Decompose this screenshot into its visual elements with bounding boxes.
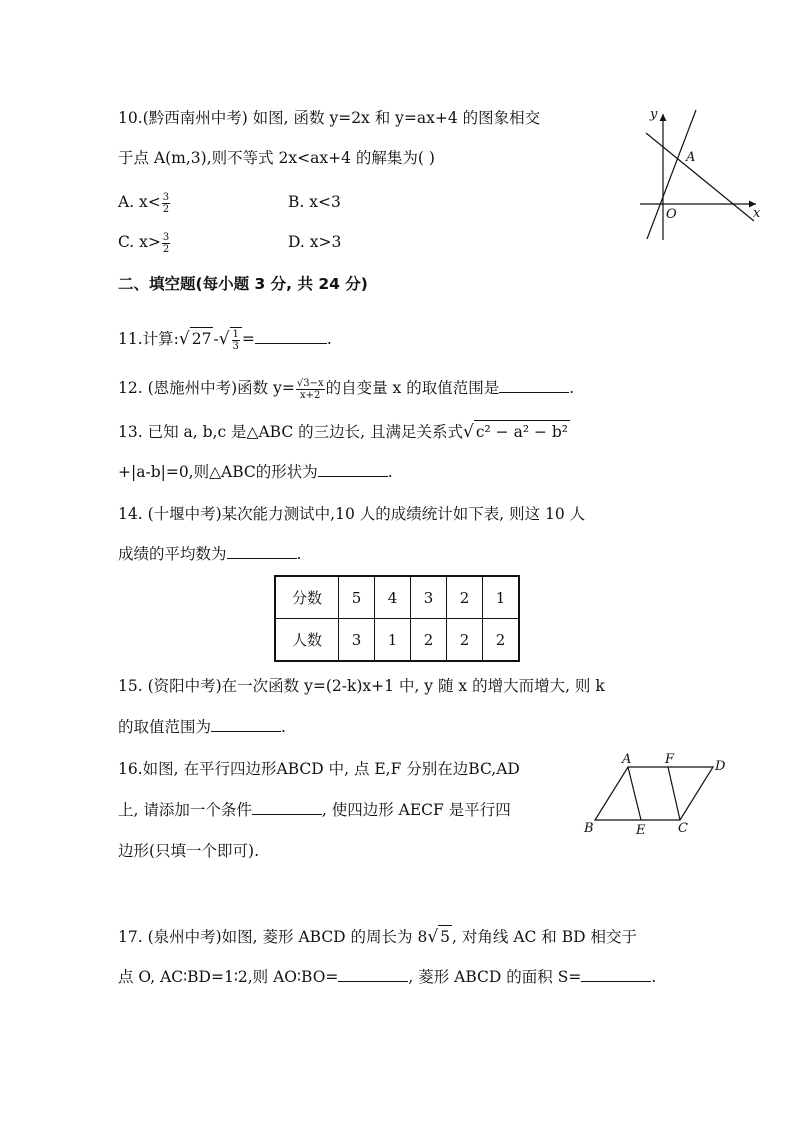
- label-y: y: [650, 107, 658, 122]
- frac-num: 3: [162, 191, 170, 203]
- frac-num: √3−x: [296, 377, 324, 389]
- answer-blank: [318, 462, 388, 477]
- q12-suffix: 的自变量 x 的取值范围是: [325, 379, 500, 397]
- q10-option-b: B. x<3: [288, 193, 341, 211]
- period: .: [569, 379, 575, 397]
- segment-ae: [628, 767, 641, 820]
- parallelogram-abcd: [595, 767, 713, 820]
- frac-num: 1: [232, 328, 239, 340]
- label-c: C: [678, 821, 688, 836]
- label-f: F: [665, 752, 675, 767]
- table-cell: 3: [411, 576, 447, 619]
- table-header-score: 分数: [275, 576, 339, 619]
- sqrt-27: 27: [190, 327, 214, 350]
- table-header-count: 人数: [275, 619, 339, 662]
- radical-sign: √: [463, 422, 474, 442]
- q17-line1: [118, 925, 637, 948]
- q17-line2-mid: , 菱形 ABCD 的面积 S=: [408, 968, 582, 986]
- table-cell: 2: [447, 576, 483, 619]
- table-cell: 3: [339, 619, 375, 662]
- table-cell: 5: [339, 576, 375, 619]
- score-table: [274, 575, 520, 662]
- period: .: [651, 968, 657, 986]
- answer-blank: [252, 800, 322, 815]
- radical-sign: √: [178, 329, 190, 349]
- q10-option-a: [118, 191, 171, 215]
- answer-blank: [211, 717, 281, 732]
- equals: =: [241, 330, 255, 348]
- q14-line2-text: 成绩的平均数为: [118, 545, 227, 563]
- q13-line2: [118, 461, 393, 483]
- table-cell: 4: [375, 576, 411, 619]
- fraction: [162, 232, 170, 255]
- label-a: A: [622, 752, 632, 767]
- answer-blank: [338, 967, 408, 982]
- period: .: [326, 330, 332, 348]
- sqrt-fraction: [230, 327, 242, 352]
- radical-sign: √: [218, 329, 230, 349]
- q14-line2: [118, 543, 301, 565]
- label-o: O: [666, 207, 677, 222]
- q12: [118, 377, 574, 401]
- label-a: A: [686, 150, 696, 165]
- q13-line1: [118, 420, 570, 443]
- q15-line2: [118, 716, 286, 738]
- sqrt-5: 5: [438, 925, 452, 948]
- answer-blank: [227, 544, 297, 559]
- q16-line1: 16.如图, 在平行四边形ABCD 中, 点 E,F 分别在边BC,AD: [118, 760, 520, 778]
- q14-line1: 14. (十堰中考)某次能力测试中,10 人的成绩统计如下表, 则这 10 人: [118, 505, 586, 523]
- q10-line2: 于点 A(m,3),则不等式 2x<ax+4 的解集为( ): [118, 149, 435, 167]
- q16-line2-suffix: , 使四边形 AECF 是平行四: [321, 801, 511, 819]
- q13-line2-text: +|a-b|=0,则△ABC的形状为: [118, 463, 318, 481]
- fraction: [232, 329, 240, 352]
- table-cell: 2: [411, 619, 447, 662]
- minus: -: [213, 330, 219, 348]
- q17-prefix: 17. (泉州中考)如图, 菱形 ABCD 的周长为 8: [118, 928, 428, 946]
- table-cell: 1: [375, 619, 411, 662]
- q10-option-d: D. x>3: [288, 233, 342, 251]
- q16-line3: 边形(只填一个即可).: [118, 842, 260, 860]
- frac-den: x+2: [300, 389, 321, 401]
- fraction: [296, 378, 325, 401]
- table-cell: 2: [447, 619, 483, 662]
- q17-line2-text: 点 O, AC∶BD=1∶2,则 AO∶BO=: [118, 968, 339, 986]
- table-row: [275, 576, 519, 619]
- label-e: E: [636, 823, 646, 838]
- period: .: [296, 545, 302, 563]
- frac-den: 2: [162, 243, 170, 255]
- answer-blank: [499, 378, 569, 393]
- label-d: D: [715, 759, 726, 774]
- frac-num: 3: [162, 231, 170, 243]
- table-cell: 2: [483, 619, 520, 662]
- q10-option-c: [118, 231, 171, 255]
- q16-line2-text: 上, 请添加一个条件: [118, 801, 252, 819]
- q17-suffix: , 对角线 AC 和 BD 相交于: [452, 928, 637, 946]
- label-x: x: [753, 206, 761, 221]
- option-c-label: C. x>: [118, 233, 161, 251]
- period: .: [281, 718, 286, 736]
- frac-den: 3: [232, 340, 239, 352]
- q13-text: 13. 已知 a, b,c 是△ABC 的三边长, 且满足关系式: [118, 423, 463, 441]
- q17-line2: [118, 966, 656, 988]
- q12-prefix: 12. (恩施州中考)函数 y=: [118, 379, 295, 397]
- radical-sign: √: [427, 927, 439, 947]
- frac-den: 2: [162, 203, 170, 215]
- q10-line1: 10.(黔西南州中考) 如图, 函数 y=2x 和 y=ax+4 的图象相交: [118, 109, 541, 127]
- q15-line1: 15. (资阳中考)在一次函数 y=(2-k)x+1 中, y 随 x 的增大而增大, 则 k: [118, 677, 605, 695]
- q11: [118, 327, 332, 352]
- sqrt-expression: c² − a² − b²: [474, 420, 570, 443]
- q15-line2-text: 的取值范围为: [118, 718, 212, 736]
- label-b: B: [584, 821, 594, 836]
- q16-figure: [578, 750, 738, 840]
- q10-graph: [630, 100, 770, 245]
- table-cell: 1: [483, 576, 520, 619]
- segment-fc: [668, 767, 680, 820]
- answer-blank: [255, 329, 327, 344]
- period: .: [387, 463, 393, 481]
- table-row: [275, 619, 519, 662]
- section-title: 二、填空题(每小题 3 分, 共 24 分): [118, 275, 368, 293]
- fraction: [162, 192, 170, 215]
- line-y-ax-plus-4: [646, 133, 754, 221]
- q16-line2: [118, 799, 511, 821]
- option-a-label: A. x<: [118, 193, 161, 211]
- answer-blank: [581, 967, 651, 982]
- q11-prefix: 11.计算:: [118, 330, 179, 348]
